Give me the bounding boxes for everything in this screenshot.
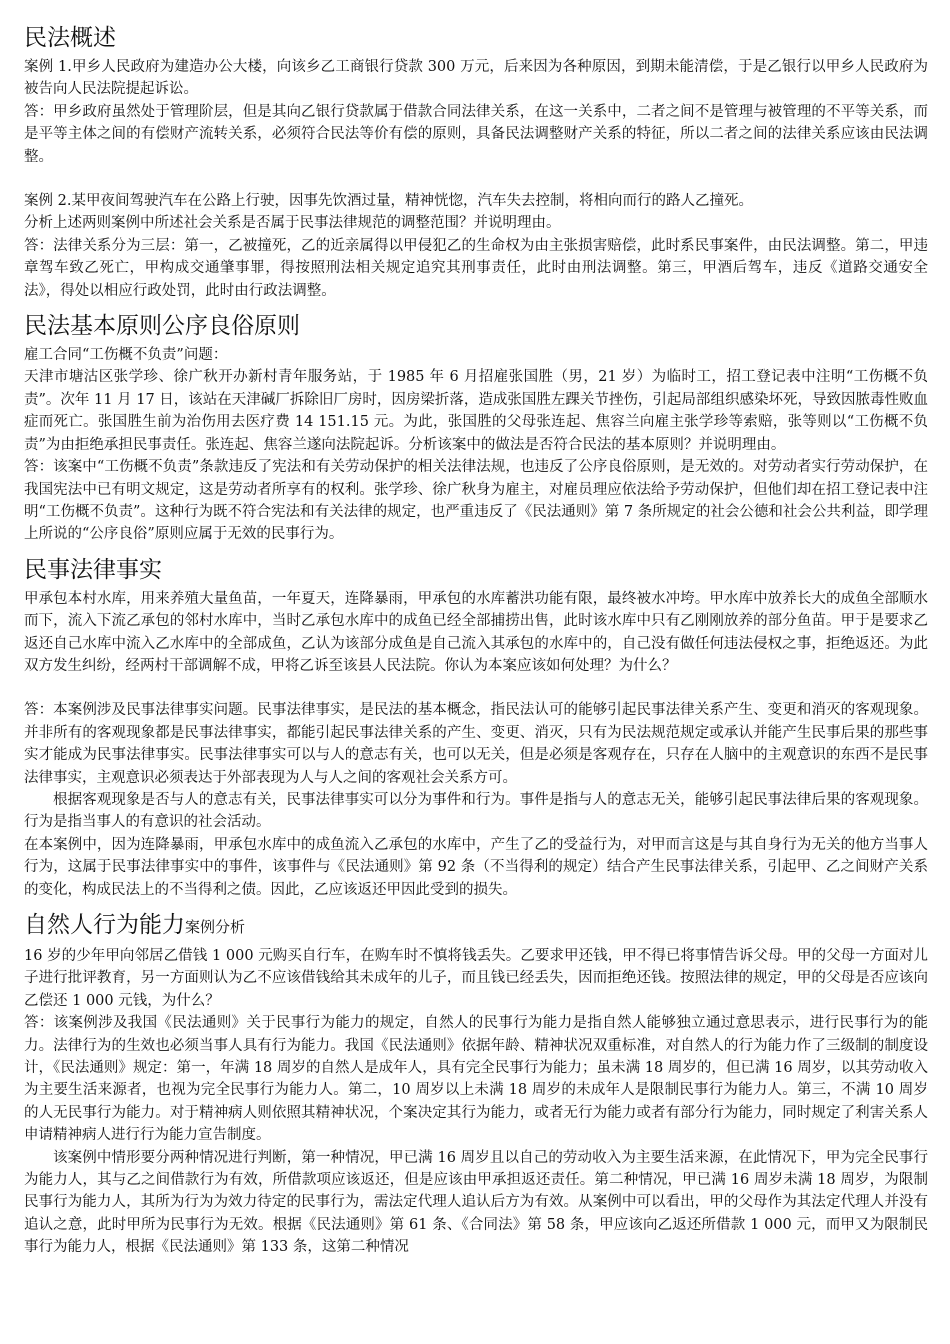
document-section bbox=[24, 308, 928, 546]
body-paragraph: 根据客观现象是否与人的意志有关，民事法律事实可以分为事件和行为。事件是指与人的意志无关，能够引起民事法律后果的客观现象。行为是指当事人的有意识的社会活动。 bbox=[24, 791, 928, 831]
section-heading bbox=[24, 308, 928, 344]
body-paragraph: 答：本案例涉及民事法律事实问题。民事法律事实，是民法的基本概念，指民法认可的能够引起民事法律关系产生、变更和消灭的客观现象。并非所有的客观现象都是民事法律事实，都能引起民事法律关系的产生、变更、消灭，只有为民法规范规定或承认并能产生民事后果的那些事实才能成为民事法律事实。民事法律事实可以与人的意志有关，也可以无关，但是必须是客观存在，只存在人脑中的主观意识的东西不是民事法律事实，主观意识必须表达于外部表现为人与人之间的客观社会关系方可。 bbox=[24, 702, 928, 786]
body-paragraph: 甲承包本村水库，用来养殖大量鱼苗，一年夏天，连降暴雨，甲承包的水库蓄洪功能有限，最终被水冲垮。甲水库中放养长大的成鱼全部顺水而下，流入下流乙承包的邻村水库中，当时乙承包水库中的成鱼已经全部捕捞出售，此时该水库中只有乙刚刚放养的部分鱼苗。甲于是要求乙返还自己水库中流入乙水库中的全部成鱼，乙认为该部分成鱼是自己流入其承包的水库中的，自己没有做任何违法侵权之事，拒绝返还。为此双方发生纠纷，经两村干部调解不成，甲将乙诉至该县人民法院。你认为本案应该如何处理？为什么？ bbox=[24, 590, 928, 674]
body-paragraph: 分析上述两则案例中所述社会关系是否属于民事法律规范的调整范围？并说明理由。 bbox=[24, 215, 561, 232]
body-paragraph: 该案例中情形要分两种情况进行判断，第一种情况，甲已满 16 周岁且以自己的劳动收入为主要生活来源，在此情况下，甲为完全民事行为能力人，其与乙之间借款行为有效，所借款项应该返还，但是应该由甲承担返还责任。第二种情况，甲已满 16 周岁未满 18 周岁，为限制民事行为能力人，其所为行为为效力待定的民事行为，需法定代理人追认后方为有效。从案例中可以看出，甲的父母作为其法定代理人并没有追认之意，此时甲所为民事行为无效。根据《民法通则》第 61 条、《合同法》第 58 条，甲应该向乙返还所借款 1 000 元，而甲又为限制民事行为能力人，根据《民法通则》第 133 条，这第二种情况 bbox=[24, 1149, 928, 1256]
document-section bbox=[24, 552, 928, 901]
section-heading bbox=[24, 552, 928, 588]
body-paragraph: 雇工合同“工伤概不负责”问题： bbox=[24, 347, 228, 364]
section-heading-suffix: 案例分析 bbox=[185, 918, 246, 936]
document-section bbox=[24, 907, 928, 1259]
body-paragraph: 天津市塘沽区张学珍、徐广秋开办新村青年服务站，于 1985 年 6 月招雇张国胜（男，21 岁）为临时工，招工登记表中注明“工伤概不负责”。次年 11 月 17 日，该站在天津碱厂拆除旧厂房时，因房梁折落，造成张国胜左踝关节挫伤，引起局部组织感染坏死，导致因脓毒性败血症而死亡。张国胜生前为治伤用去医疗费 14 151.15 元。为此，张国胜的父母张连起、焦容兰向雇主张学珍等索赔，张等则以“工伤概不负责”为由拒绝承担民事责任。张连起、焦容兰遂向法院起诉。分析该案中的做法是否符合民法的基本原则？并说明理由。 bbox=[24, 369, 928, 453]
section-heading-text: 民法概述 bbox=[24, 25, 116, 51]
body-paragraph: 答：甲乡政府虽然处于管理阶层，但是其向乙银行贷款属于借款合同法律关系，在这一关系中，二者之间不是管理与被管理的不平等关系，而是平等主体之间的有偿财产流转关系，必须符合民法等价有偿的原则，具备民法调整财产关系的特征，所以二者之间的法律关系应该由民法调整。 bbox=[24, 103, 928, 165]
document-section bbox=[24, 20, 928, 302]
body-paragraph: 16 岁的少年甲向邻居乙借钱 1 000 元购买自行车，在购车时不慎将钱丢失。乙要求甲还钱，甲不得已将事情告诉父母。甲的父母一方面对儿子进行批评教育，另一方面则认为乙不应该借钱给其未成年的儿子，而且钱已经丢失，因而拒绝还钱。按照法律的规定，甲的父母是否应该向乙偿还 1 000 元钱，为什么？ bbox=[24, 948, 928, 1009]
paragraph-spacer bbox=[24, 168, 928, 190]
section-heading bbox=[24, 907, 928, 945]
body-paragraph: 答：法律关系分为三层：第一，乙被撞死，乙的近亲属得以甲侵犯乙的生命权为由主张损害赔偿，此时系民事案件，由民法调整。第二，甲违章驾车致乙死亡，甲构成交通肇事罪，得按照刑法相关规定追究其刑事责任，此时由刑法调整。第三，甲酒后驾车，违反《道路交通安全法》，得处以相应行政处罚，此时由行政法调整。 bbox=[24, 237, 928, 299]
paragraph-spacer bbox=[24, 677, 928, 699]
section-heading-text: 自然人行为能力 bbox=[24, 912, 185, 938]
section-heading-text: 民事法律事实 bbox=[24, 556, 162, 583]
body-paragraph: 在本案例中，因为连降暴雨，甲承包水库中的成鱼流入乙承包的水库中，产生了乙的受益行为，对甲而言这是与其自身行为无关的他方当事人行为，这属于民事法律事实中的事件，该事件与《民法通则》第 92 条（不当得利的规定）结合产生民事法律关系，引起甲、乙之间财产关系的变化，构成民法上的不当得利之债。因此，乙应该返还甲因此受到的损失。 bbox=[24, 836, 928, 898]
body-paragraph: 案例 2.某甲夜间驾驶汽车在公路上行驶，因事先饮酒过量，精神恍惚，汽车失去控制，将相向而行的路人乙撞死。 bbox=[24, 193, 753, 210]
body-paragraph: 答：该案例涉及我国《民法通则》关于民事行为能力的规定，自然人的民事行为能力是指自然人能够独立通过意思表示，进行民事行为的能力。法律行为的生效也必须当事人具有行为能力。我国《民法通则》依据年龄、精神状况双重标准，对自然人的行为能力作了三级制的制度设计，《民法通则》规定：第一，年满 18 周岁的自然人是成年人，具有完全民事行为能力；虽未满 18 周岁的，但已满 16 周岁，以其劳动收入为主要生活来源者，也视为完全民事行为能力人。第二，10 周岁以上未满 18 周岁的未成年人是限制民事行为能力人。第三，不满 10 周岁的人无民事行为能力。对于精神病人则依照其精神状况，个案决定其行为能力，或者无行为能力或者有部分行为能力，同时规定了利害关系人申请精神病人进行行为能力宣告制度。 bbox=[24, 1015, 928, 1144]
body-paragraph: 答：该案中“工伤概不负责”条款违反了宪法和有关劳动保护的相关法律法规，也违反了公序良俗原则，是无效的。对劳动者实行劳动保护，在我国宪法中已有明文规定，这是劳动者所享有的权利。张学珍、徐广秋身为雇主，对雇员理应依法给予劳动保护，但他们却在招工登记表中注明“工伤概不负责”。这种行为既不符合宪法和有关法律的规定，也严重违反了《民法通则》第 7 条所规定的社会公德和社会公共利益，即学理上所说的“公序良俗”原则应属于无效的民事行为。 bbox=[24, 459, 928, 543]
body-paragraph: 案例 1.甲乡人民政府为建造办公大楼，向该乡乙工商银行贷款 300 万元，后来因为各种原因，到期未能清偿，于是乙银行以甲乡人民政府为被告向人民法院提起诉讼。 bbox=[24, 59, 928, 98]
section-heading bbox=[24, 20, 928, 56]
section-heading-text: 民法基本原则公序良俗原则 bbox=[24, 313, 300, 340]
